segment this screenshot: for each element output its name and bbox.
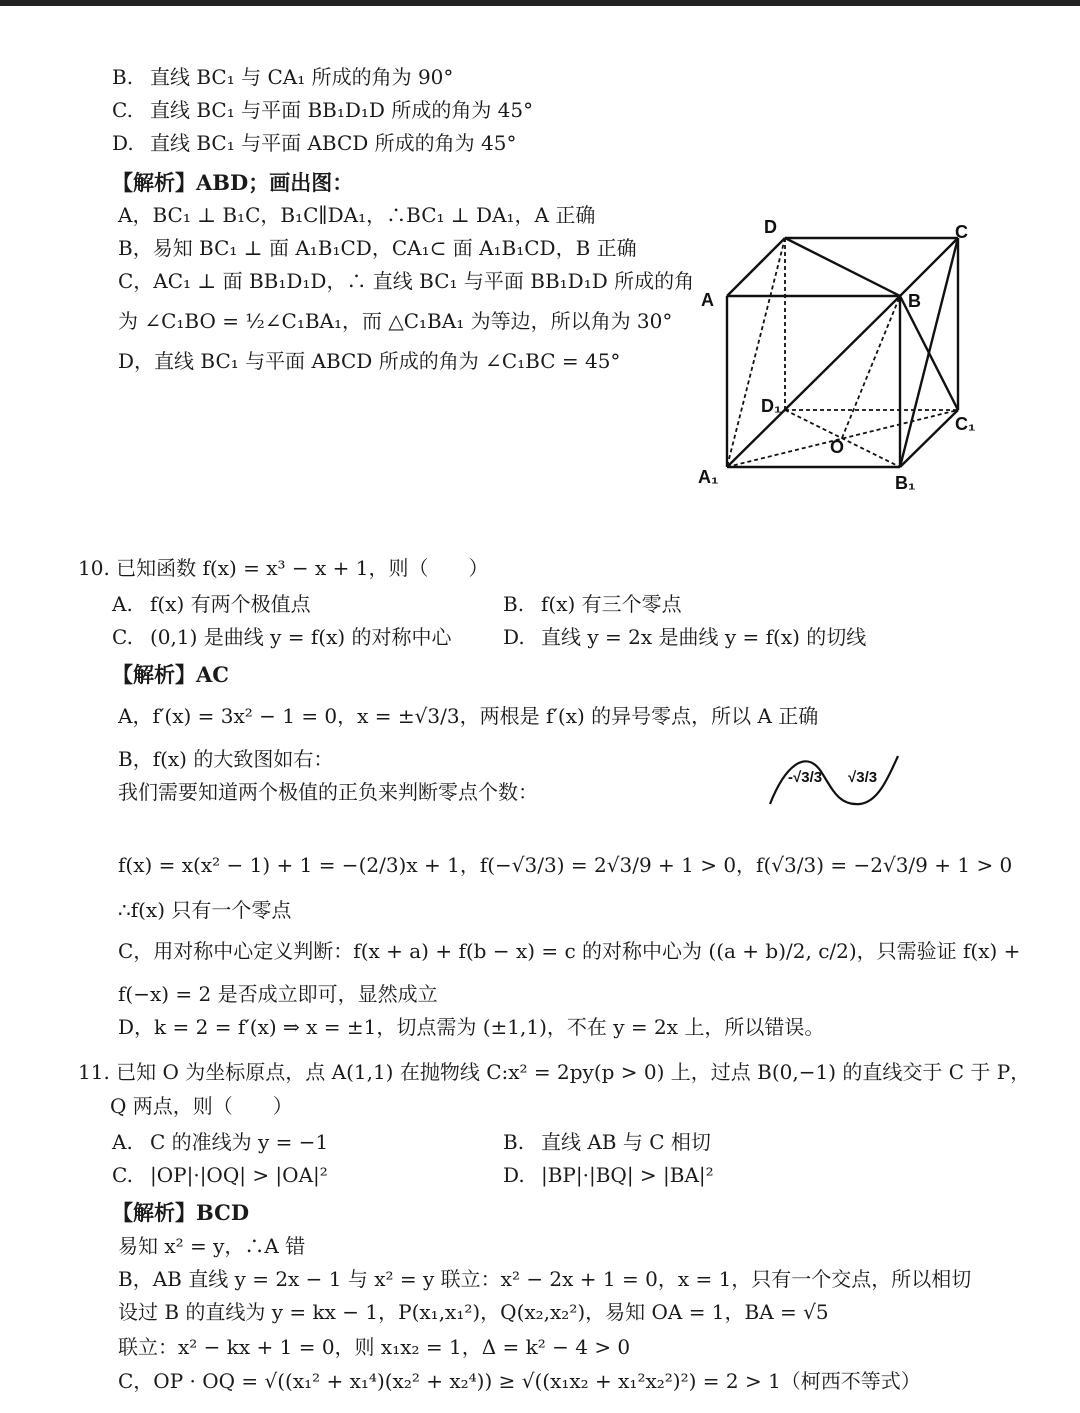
segment-DB [785,238,900,296]
cubic-sketch [760,748,910,810]
q11-option-b: B. 直线 AB 与 C 相切 [503,1130,711,1154]
q10-option-a: A. f(x) 有两个极值点 [112,592,311,616]
q11-option-d: D. |BP|·|BQ| > |BA|² [503,1163,714,1187]
q10-option-c: C. (0,1) 是曲线 y = f(x) 的对称中心 [112,625,452,649]
q10-analysis-line: ∴f(x) 只有一个零点 [118,898,292,922]
q11-analysis-line: 设过 B 的直线为 y = kx − 1，P(x₁,x₁²)，Q(x₂,x₂²)，易知 OA = 1，BA = √5 [118,1300,829,1324]
q10-option-d: D. 直线 y = 2x 是曲线 y = f(x) 的切线 [503,625,867,649]
segment-CB1 [900,238,958,467]
sketch-label-left: -√3/3 [788,769,823,786]
q9-analysis-line: B，易知 BC₁ ⊥ 面 A₁B₁CD，CA₁⊂ 面 A₁B₁CD，B 正确 [118,236,637,260]
q10-analysis-line: B，f(x) 的大致图如右： [118,747,334,771]
q11-analysis-line: C，OP · OQ = √((x₁² + x₁⁴)(x₂² + x₂⁴)) ≥ √((x₁x₂ + x₁²x₂²)²) = 2 > 1（柯西不等式） [118,1369,921,1393]
q9-analysis-line: C，AC₁ ⊥ 面 BB₁D₁D，∴ 直线 BC₁ 与平面 BB₁D₁D 所成的角 [118,269,695,293]
label-A: A [701,290,714,310]
q10-analysis-line: A，f′(x) = 3x² − 1 = 0，x = ±√3/3，两根是 f′(x) 的异号零点，所以 A 正确 [118,704,819,728]
label-B1: B₁ [895,473,916,493]
label-C: C [955,222,968,242]
q9-analysis-line: 为 ∠C₁BO = ½∠C₁BA₁，而 △C₁BA₁ 为等边，所以角为 30° [118,309,673,333]
q10-analysis-header: 【解析】AC [112,662,230,687]
q11-analysis-line: B，AB 直线 y = 2x − 1 与 x² = y 联立：x² − 2x + 1 = 0，x = 1，只有一个交点，所以相切 [118,1267,972,1291]
edge-B1C1 [900,410,958,467]
label-C1: C₁ [955,414,976,434]
q10-analysis-line: D，k = 2 = f′(x) ⇒ x = ±1，切点需为 (±1,1)，不在 y = 2x 上，所以错误。 [118,1015,825,1039]
q11-option-a: A. C 的准线为 y = −1 [112,1130,329,1154]
q10-analysis-line: f(x) = x(x² − 1) + 1 = −(2/3)x + 1，f(−√3/3) = 2√3/9 + 1 > 0，f(√3/3) = −2√3/9 + 1 > 0 [118,853,1013,877]
q10-analysis-line: 我们需要知道两个极值的正负来判断零点个数： [118,780,538,804]
hidden-OB [842,296,900,438]
q11-analysis-line: 易知 x² = y，∴A 错 [118,1234,306,1258]
q10-stem: 10. 已知函数 f(x) = x³ − x + 1，则（ ） [78,556,489,580]
sketch-label-right: √3/3 [848,769,878,786]
q11-stem-line2: Q 两点，则（ ） [110,1094,293,1118]
q9-option-d: D. 直线 BC₁ 与平面 ABCD 所成的角为 45° [112,131,517,155]
q9-option-b: B. 直线 BC₁ 与 CA₁ 所成的角为 90° [112,65,454,89]
q9-analysis-line: D，直线 BC₁ 与平面 ABCD 所成的角为 ∠C₁BC = 45° [118,349,621,373]
q11-option-c: C. |OP|·|OQ| > |OA|² [112,1163,328,1187]
edge-AD [727,238,785,296]
cube-figure [690,210,990,500]
label-O: O [830,437,845,457]
q11-analysis-header: 【解析】BCD [112,1200,250,1225]
q10-analysis-line: f(−x) = 2 是否成立即可，显然成立 [118,982,438,1006]
q10-option-b: B. f(x) 有三个零点 [503,592,682,616]
label-B: B [908,291,921,311]
hidden-DA1 [727,238,785,467]
q9-analysis-header: 【解析】ABD；画出图： [112,170,354,195]
label-A1: A₁ [698,467,719,487]
q9-analysis-line: A，BC₁ ⊥ B₁C，B₁C∥DA₁，∴BC₁ ⊥ DA₁，A 正确 [118,203,596,227]
q11-stem-line1: 11. 已知 O 为坐标原点，点 A(1,1) 在抛物线 C:x² = 2py(p > 0) 上，过点 B(0,−1) 的直线交于 C 于 P， [78,1060,1031,1084]
edge-BC [900,238,958,296]
q11-analysis-line: 联立：x² − kx + 1 = 0，则 x₁x₂ = 1，Δ = k² − 4 > 0 [118,1335,631,1359]
top-bar [0,0,1080,6]
q10-analysis-line: C，用对称中心定义判断：f(x + a) + f(b − x) = c 的对称中心为 ((a + b)/2, c/2)，只需验证 f(x) + [118,939,1021,963]
label-D1: D₁ [761,396,782,416]
label-D: D [764,217,777,237]
q9-option-c: C. 直线 BC₁ 与平面 BB₁D₁D 所成的角为 45° [112,98,534,122]
